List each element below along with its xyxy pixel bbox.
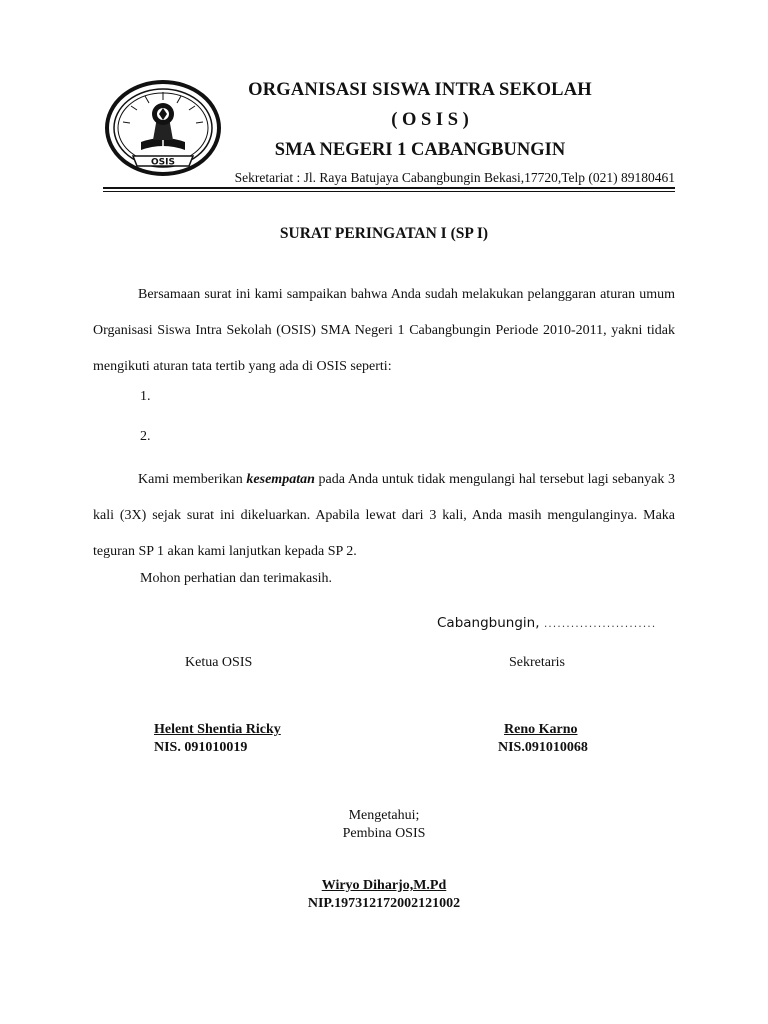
organization-name: ORGANISASI SISWA INTRA SEKOLAH: [248, 80, 592, 100]
emphasis-kesempatan: kesempatan: [246, 472, 315, 487]
acknowledgement-role: Pembina OSIS: [342, 826, 426, 841]
secretariat-address: Sekretariat : Jl. Raya Batujaya Cabangbungin Bekasi,17720,Telp (021) 89180461: [234, 170, 675, 185]
school-name: SMA NEGERI 1 CABANGBUNGIN: [274, 140, 566, 160]
place-date: [437, 615, 656, 631]
paragraph-warning: [93, 462, 675, 570]
pembina-name: Wiryo Diharjo,M.Pd: [321, 878, 447, 893]
signer-right-name: Reno Karno: [504, 722, 578, 737]
place-label: Cabangbungin,: [437, 615, 540, 631]
signer-left-name: Helent Shentia Ricky: [154, 722, 281, 737]
logo-text: OSIS: [151, 157, 175, 168]
paragraph-intro: [93, 277, 675, 385]
list-item-1: 1.: [140, 389, 151, 404]
header-divider-thin: [103, 191, 675, 192]
letter-title: SURAT PERINGATAN I (SP I): [279, 225, 489, 242]
pembina-id: NIP.197312172002121002: [307, 896, 461, 911]
closing-sentence: Mohon perhatian dan terimakasih.: [140, 571, 333, 586]
signer-left-id: NIS. 091010019: [154, 740, 248, 755]
date-placeholder-dots: .........................: [543, 617, 657, 630]
signer-left-role: Ketua OSIS: [185, 655, 253, 670]
organization-acronym: ( O S I S ): [391, 110, 469, 130]
paragraph-warning-start: Kami memberikan: [138, 472, 247, 487]
signer-right-id: NIS.091010068: [498, 740, 588, 755]
acknowledgement-label: Mengetahui;: [348, 808, 420, 823]
signer-right-role: Sekretaris: [509, 655, 565, 670]
header-divider-thick: [103, 187, 675, 189]
paragraph-intro-text: Bersamaan surat ini kami sampaikan bahwa Anda sudah melakukan pelanggaran aturan umum Organisasi Siswa Intra Sekolah (OSIS) SMA Negeri 1 Cabangbungin Periode 2010-2011, yakni tidak mengikuti aturan tata tertib yang ada di OSIS seperti:: [93, 287, 675, 374]
paragraph-warning-end: pada Anda untuk tidak mengulangi hal tersebut lagi sebanyak 3 kali (3X) sejak surat ini dikeluarkan. Apabila lewat dari 3 kali, Anda masih mengulanginya. Maka teguran SP 1 akan kami lanjutkan kepada SP 2.: [93, 472, 676, 559]
list-item-2: 2.: [140, 429, 151, 444]
